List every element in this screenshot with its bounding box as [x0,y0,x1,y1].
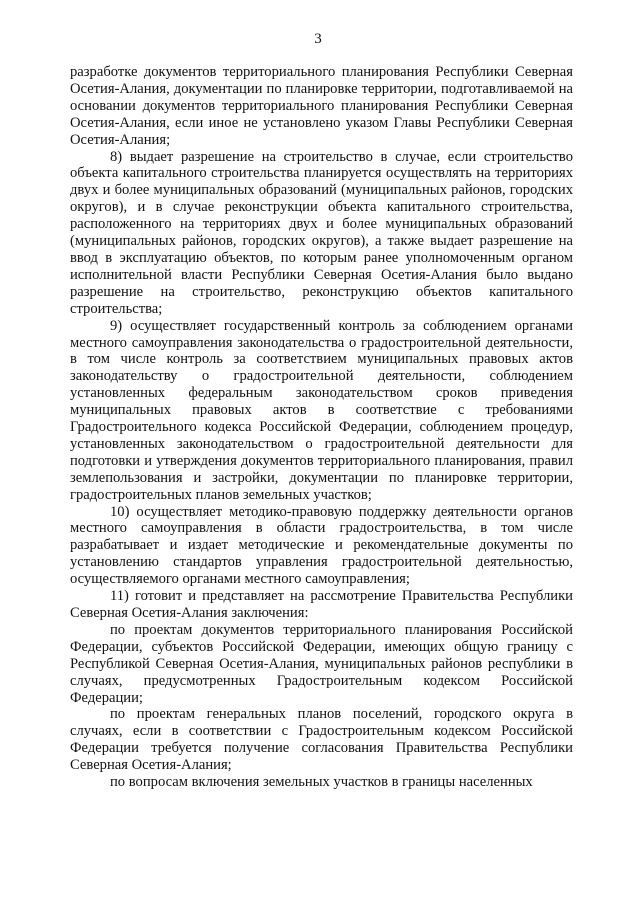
paragraph-item-11: 11) готовит и представляет на рассмотрение Правительства Республики Северная Осетия-Алания заключения: [70,588,573,621]
paragraph-conclusion-territorial-planning: по проектам документов территориального планирования Российской Федерации, субъектов Российской Федерации, имеющих общую границу с Республикой Северная Осетия-Алания, муниципальных районов республики в случаях, предусмотренных Градостроительным кодексом Российской Федерации; [70,621,573,706]
paragraph-item-10: 10) осуществляет методико-правовую поддержку деятельности органов местного самоуправления в области градостроительства, в том числе разрабатывает и издает методические и рекомендательные документы по установлению стандартов управления градостроительной деятельностью, осуществляемого органами местного самоуправления; [70,503,573,588]
paragraph-conclusion-land-plots: по вопросам включения земельных участков в границы населенных [110,774,533,791]
document-body [70,64,573,791]
page-number: 3 [314,31,322,47]
paragraph-continuation: разработке документов территориального планирования Республики Северная Осетия-Алания, документации по планировке территории, подготавливаемой на основании документов территориального планирования Республики Северная Осетия-Алания, если иное не установлено указом Главы Республики Северная Осетия-Алания; [70,64,573,148]
paragraph-item-9: 9) осуществляет государственный контроль за соблюдением органами местного самоуправления законодательства о градостроительной деятельности, в том числе контроль за соответствием муниципальных правовых актов законодательству о градостроительной деятельности, соблюдением установленных федеральным законодательством сроков приведения муниципальных правовых актов в соответствие с требованиями Градостроительного кодекса Российской Федерации, соблюдением процедур, установленных законодательством о градостроительной деятельности для подготовки и утверждения документов территориального планирования, правил землепользования и застройки, документации по планировке территории, градостроительных планов земельных участков; [70,317,573,503]
paragraph-item-8: 8) выдает разрешение на строительство в случае, если строительство объекта капитального строительства планируется осуществлять на территориях двух и более муниципальных образований (муниципальных районов, городских округов), и в случае реконструкции объекта капитального строительства, расположенного на территориях двух и более муниципальных образований (муниципальных районов, городских округов), а также выдает разрешение на ввод в эксплуатацию объектов, по которым ранее уполномоченным органом исполнительной власти Республики Северная Осетия-Алания было выдано разрешение на строительство, реконструкцию объектов капитального строительства; [70,148,573,317]
paragraph-conclusion-general-plans: по проектам генеральных планов поселений, городского округа в случаях, если в соответствии с Градостроительным кодексом Российской Федерации требуется получение согласования Правительства Республики Северная Осетия-Алания; [70,706,573,774]
